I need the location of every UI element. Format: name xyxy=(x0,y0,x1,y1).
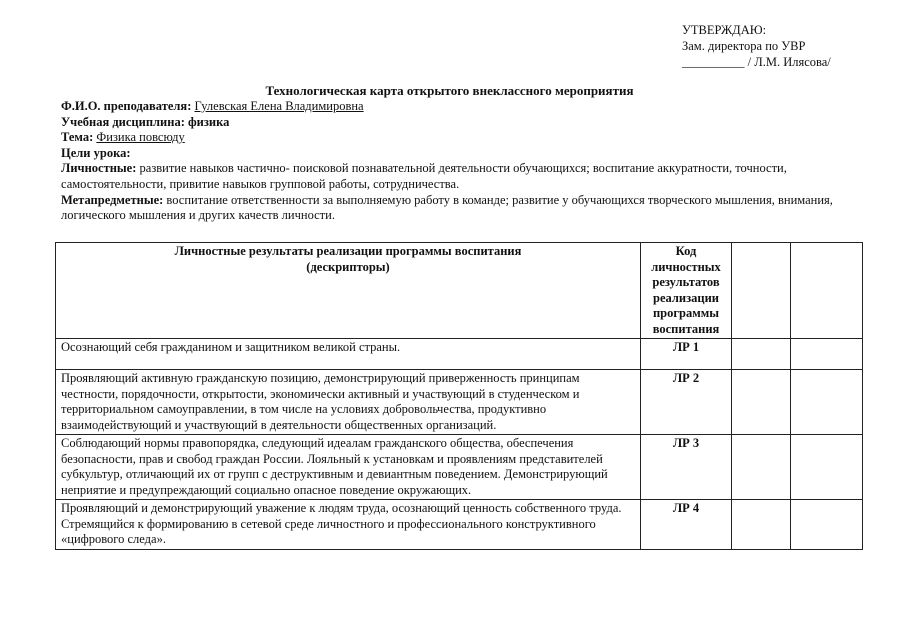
row-code: ЛР 4 xyxy=(641,500,732,550)
approval-position: Зам. директора по УВР xyxy=(682,39,806,53)
row-descriptor: Проявляющий активную гражданскую позицию, демонстрирующий приверженность принципам честности, порядочности, открытости, экономически активный и участвующий в студенческом и территориальном самоуправлении, в том числе на условиях добровольчества, продуктивно взаимодействующий и участвующий в деятельности общественных организаций. xyxy=(56,370,641,435)
approval-heading: УТВЕРЖДАЮ: xyxy=(682,23,767,37)
lesson-info xyxy=(61,99,851,224)
goals-meta xyxy=(61,193,851,224)
topic-value: Физика повсюду xyxy=(96,130,185,145)
header-code: Код личностных результатов реализации программы воспитания xyxy=(641,243,732,339)
discipline-label: Учебная дисциплина: физика xyxy=(61,114,230,129)
goals-personal-label: Личностные: xyxy=(61,161,137,176)
row-empty-cell xyxy=(791,435,863,500)
approval-block xyxy=(682,22,831,70)
approval-signature: __________ / Л.М. Илясова/ xyxy=(682,55,831,69)
document-title: Технологическая карта открытого внеклассного мероприятия xyxy=(265,83,634,98)
table-row xyxy=(56,339,863,370)
row-code: ЛР 2 xyxy=(641,370,732,435)
table-header-row xyxy=(56,243,863,339)
table-row xyxy=(56,500,863,550)
teacher-name: Гулевская Елена Владимировна xyxy=(194,99,364,113)
goals-personal xyxy=(61,161,851,192)
header-empty-2 xyxy=(791,243,863,339)
row-descriptor: Соблюдающий нормы правопорядка, следующий идеалам гражданского общества, обеспечения безопасности, прав и свобод граждан России. Лояльный к установкам и проявлениям представителей субкультур, отличающий их от групп с деструктивным и девиантным поведением. Демонстрирующий неприятие и предупреждающий социально опасное поведение окружающих. xyxy=(56,435,641,500)
topic-line xyxy=(61,130,851,146)
goals-personal-text: развитие навыков частично- поисковой познавательной деятельности обучающихся; воспитание аккуратности, точности, самостоятельности, привитие навыков групповой работы, сотрудничества. xyxy=(61,161,787,191)
teacher-label: Ф.И.О. преподавателя: xyxy=(61,99,192,113)
row-empty-cell xyxy=(732,435,791,500)
teacher-line xyxy=(61,99,851,115)
table-row xyxy=(56,370,863,435)
row-code: ЛР 1 xyxy=(641,339,732,370)
results-table xyxy=(55,242,863,550)
row-descriptor: Осознающий себя гражданином и защитником великой страны. xyxy=(56,339,641,370)
goals-meta-label: Метапредметные: xyxy=(61,192,164,207)
table-row xyxy=(56,435,863,500)
row-empty-cell xyxy=(791,339,863,370)
topic-label: Тема: xyxy=(61,130,94,145)
row-code: ЛР 3 xyxy=(641,435,732,500)
row-empty-cell xyxy=(732,339,791,370)
goals-heading: Цели урока: xyxy=(61,145,131,160)
discipline-line xyxy=(61,115,851,131)
row-empty-cell xyxy=(732,370,791,435)
row-empty-cell xyxy=(732,500,791,550)
row-empty-cell xyxy=(791,370,863,435)
row-empty-cell xyxy=(791,500,863,550)
goals-meta-text: воспитание ответственности за выполняемую работу в команде; развитие у обучающихся творческого мышления, внимания, логического мышления и других качеств личности. xyxy=(61,192,833,223)
header-empty-1 xyxy=(732,243,791,339)
header-descriptors: Личностные результаты реализации программы воспитания (дескрипторы) xyxy=(56,243,641,339)
row-descriptor: Проявляющий и демонстрирующий уважение к людям труда, осознающий ценность собственного труда. Стремящийся к формированию в сетевой среде личностного и профессионального конструктивного «цифрового следа». xyxy=(56,500,641,550)
